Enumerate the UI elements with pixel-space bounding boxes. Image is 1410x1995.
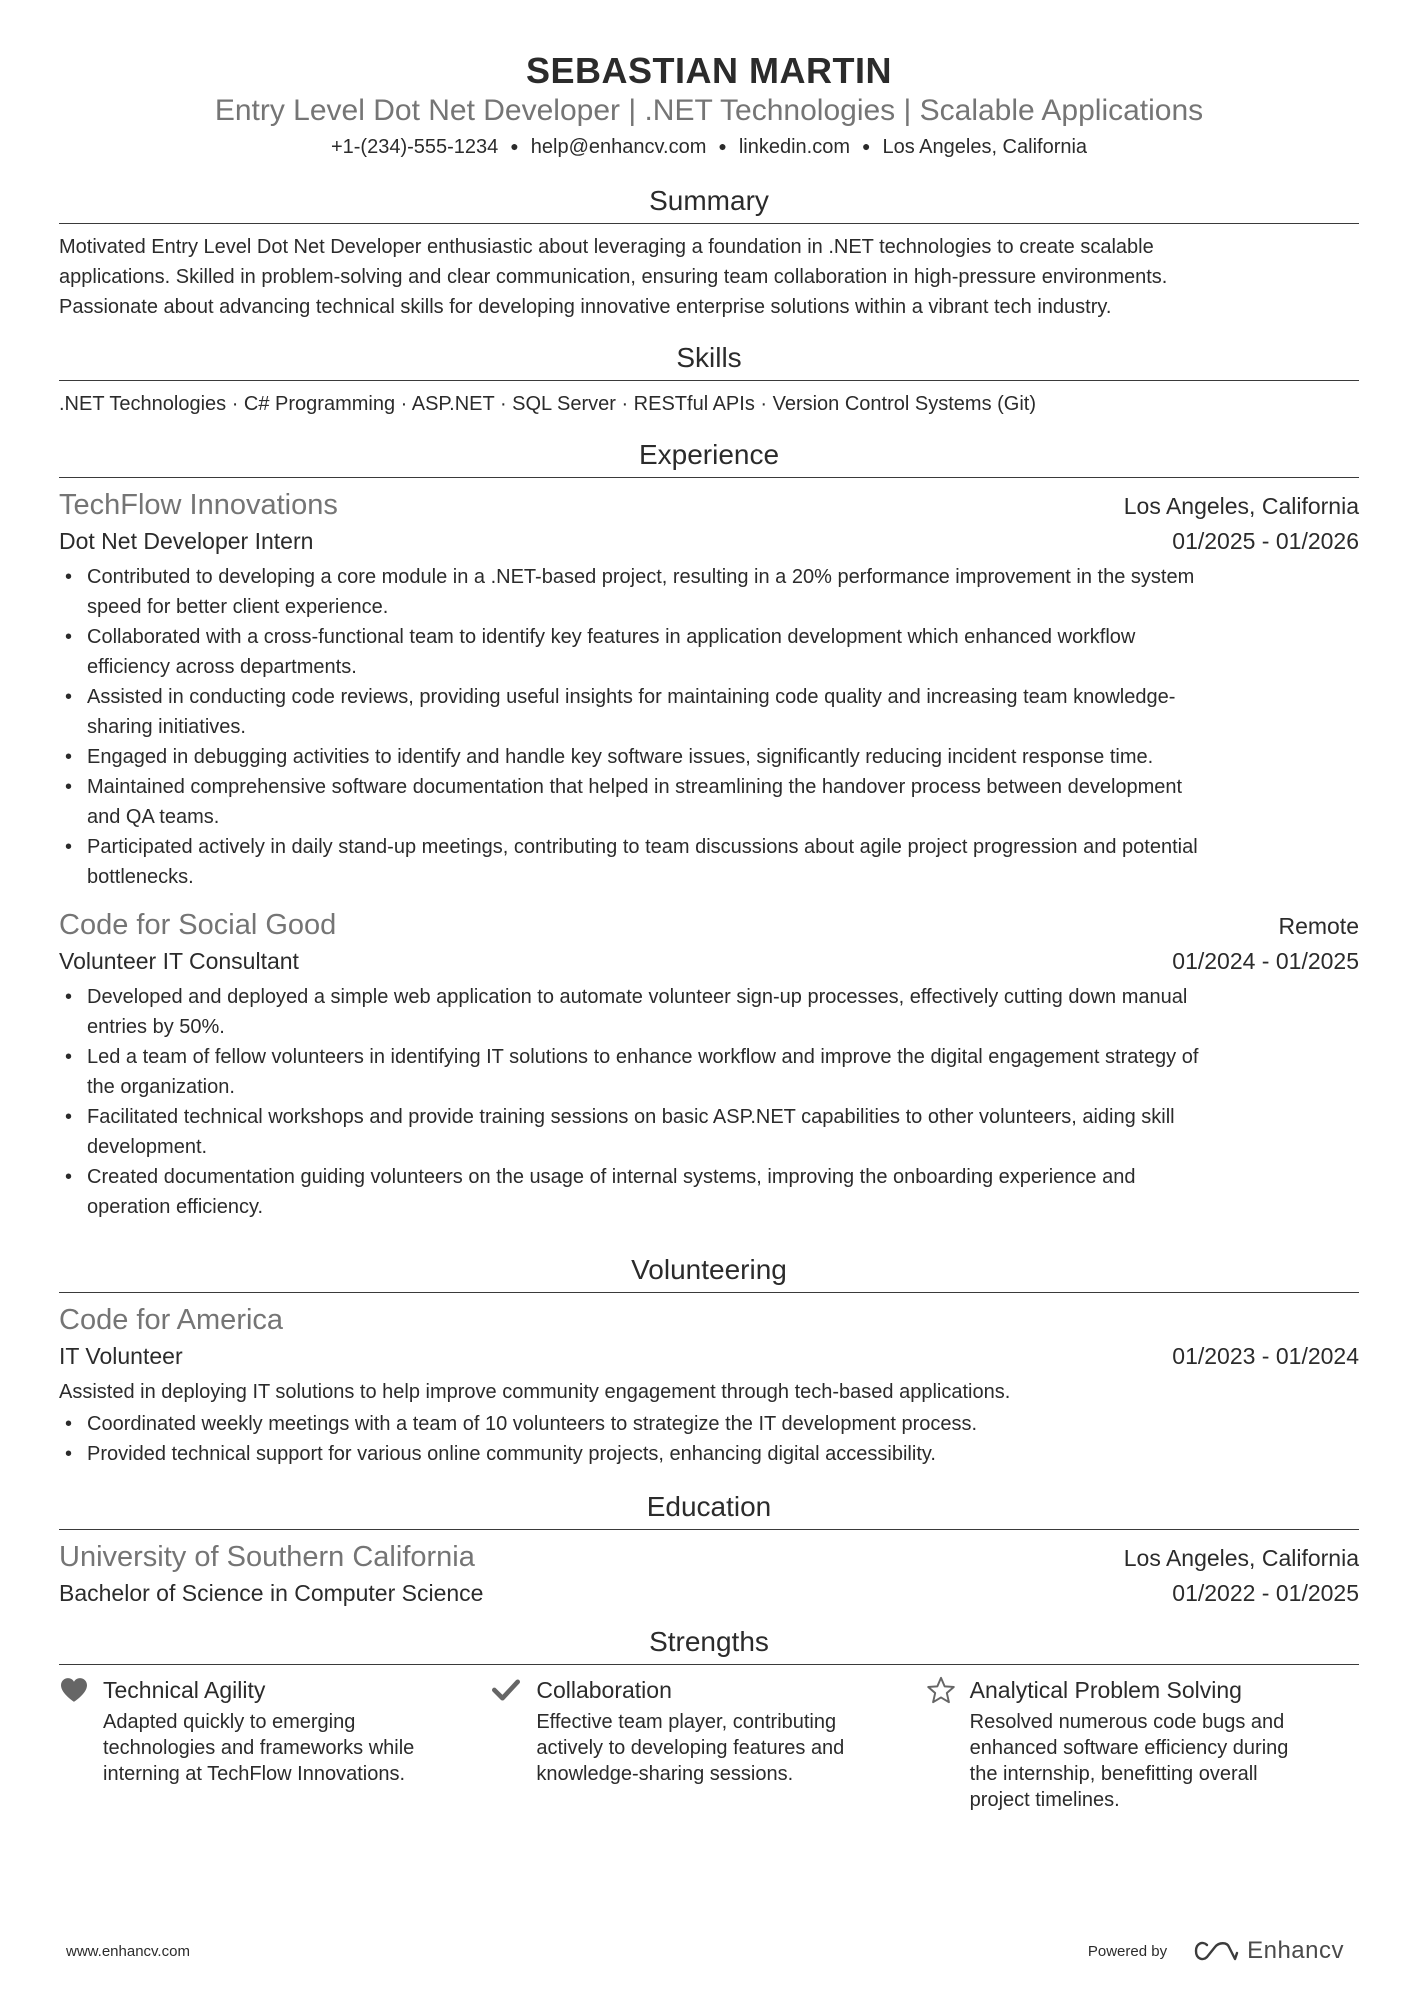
volunteering-entry xyxy=(59,1301,1359,1469)
experience-entry xyxy=(59,906,1359,1222)
bullet-line: • Contributed to developing a core module in a .NET-based project, resulting in a 20% performance improvement in the system xyxy=(87,566,1195,588)
bullet-line: • Maintained comprehensive software documentation that helped in streamlining the handover process between development xyxy=(87,776,1183,798)
experience-section xyxy=(59,437,1359,1222)
bullet-list xyxy=(59,1409,1359,1469)
strength-desc-line: project timelines. xyxy=(969,1789,1120,1811)
strength-description xyxy=(970,1709,1350,1813)
organization-name: Code for America xyxy=(59,1304,284,1336)
page-footer xyxy=(66,1936,1344,1966)
strength-title: Collaboration xyxy=(536,1677,672,1703)
experience-heading: Experience xyxy=(59,437,1359,478)
volunteering-section xyxy=(59,1252,1359,1469)
job-role: Dot Net Developer Intern xyxy=(59,528,314,554)
summary-line: Motivated Entry Level Dot Net Developer enthusiastic about leveraging a foundation in .NET technologies to create scalable xyxy=(59,236,1154,258)
company-name: Code for Social Good xyxy=(59,909,337,941)
entry-role-row xyxy=(59,524,1359,558)
strength-desc-line: technologies and frameworks while xyxy=(103,1737,415,1759)
bullet-item xyxy=(59,1162,1359,1222)
volunteering-description: Assisted in deploying IT solutions to help improve community engagement through tech-based applications. xyxy=(59,1381,1011,1403)
strength-description xyxy=(536,1709,916,1787)
education-heading: Education xyxy=(59,1489,1359,1530)
enhancv-logo-icon xyxy=(1193,1939,1239,1963)
entry-location: Los Angeles, California xyxy=(1123,493,1359,519)
bullet-line: efficiency across departments. xyxy=(87,656,357,678)
strength-icon-wrap xyxy=(492,1675,536,1705)
bullet-line: • Created documentation guiding volunteers on the usage of internal systems, improving the onboarding experience and xyxy=(87,1166,1136,1188)
volunteer-role: IT Volunteer xyxy=(59,1343,183,1369)
entry-location: Los Angeles, California xyxy=(1123,1545,1359,1571)
bullet-line: development. xyxy=(87,1136,208,1158)
bullet-list xyxy=(59,982,1359,1222)
volunteering-heading: Volunteering xyxy=(59,1252,1359,1293)
bullet-line: and QA teams. xyxy=(87,806,220,828)
candidate-name: SEBASTIAN MARTIN xyxy=(526,50,892,91)
entry-dates: 01/2024 - 01/2025 xyxy=(1172,948,1359,974)
bullet-item xyxy=(59,982,1359,1042)
bullet-item xyxy=(59,622,1359,682)
bullet-line: the organization. xyxy=(87,1076,235,1098)
resume-page xyxy=(59,0,1359,1813)
bullet-line: speed for better client experience. xyxy=(87,596,389,618)
brand-name[interactable]: Enhancv xyxy=(1247,1937,1344,1964)
location: Los Angeles, California xyxy=(882,136,1088,158)
bullet-item: • Coordinated weekly meetings with a team of 10 volunteers to strategize the IT development process. xyxy=(59,1409,1359,1439)
email-link[interactable]: help@enhancv.com xyxy=(530,136,707,158)
strength-desc-line: interning at TechFlow Innovations. xyxy=(103,1763,406,1785)
bullet-line: sharing initiatives. xyxy=(87,716,246,738)
bullet-line: • Assisted in conducting code reviews, providing useful insights for maintaining code quality and increasing team knowledge- xyxy=(87,686,1176,708)
separator-dot: ● xyxy=(718,138,727,154)
powered-by-label: Powered by xyxy=(1087,1942,1168,1960)
school-name: University of Southern California xyxy=(59,1541,475,1573)
linkedin-link[interactable]: linkedin.com xyxy=(738,136,850,158)
entry-header-row xyxy=(59,906,1359,944)
bullet-item: • Provided technical support for various online community projects, enhancing digital accessibility. xyxy=(59,1439,1359,1469)
strength-icon-wrap xyxy=(926,1675,970,1705)
strength-title: Analytical Problem Solving xyxy=(969,1677,1242,1703)
summary-line: applications. Skilled in problem-solving and clear communication, ensuring team collaboration in high-pressure environments. xyxy=(59,266,1168,288)
education-entry xyxy=(59,1538,1359,1610)
strengths-section xyxy=(59,1624,1359,1813)
strength-desc-line: actively to developing features and xyxy=(536,1737,845,1759)
strength-icon-wrap xyxy=(59,1675,103,1705)
bullet-line: • Developed and deployed a simple web application to automate volunteer sign-up processes, effectively cutting down manual xyxy=(87,986,1188,1008)
strength-body xyxy=(103,1675,483,1813)
bullet-line: entries by 50%. xyxy=(87,1016,225,1038)
bullet-item xyxy=(59,742,1359,772)
entry-role-row xyxy=(59,944,1359,978)
footer-site-link[interactable]: www.enhancv.com xyxy=(66,1942,190,1960)
phone: +1-(234)-555-1234 xyxy=(330,136,499,158)
separator-dot: ● xyxy=(510,138,519,154)
entry-dates: 01/2023 - 01/2024 xyxy=(1172,1343,1359,1369)
strength-desc-line: enhanced software efficiency during xyxy=(969,1737,1289,1759)
bullet-item xyxy=(59,1102,1359,1162)
company-name: TechFlow Innovations xyxy=(59,489,338,521)
bullet-line: • Participated actively in daily stand-up meetings, contributing to team discussions about agile project progression and potential xyxy=(87,836,1198,858)
entry-role-row xyxy=(59,1339,1359,1373)
experience-entry xyxy=(59,486,1359,892)
strength-item xyxy=(492,1675,925,1813)
separator-dot: ● xyxy=(862,138,871,154)
skills-heading: Skills xyxy=(59,340,1359,381)
bullet-item xyxy=(59,832,1359,892)
bullet-item xyxy=(59,562,1359,622)
strength-desc-line: the internship, benefitting overall xyxy=(969,1763,1258,1785)
skills-section xyxy=(59,340,1359,419)
bullet-item xyxy=(59,772,1359,832)
strength-desc-line: knowledge-sharing sessions. xyxy=(536,1763,794,1785)
bullet-line: bottlenecks. xyxy=(87,866,194,888)
strength-item xyxy=(926,1675,1359,1813)
summary-line: Passionate about advancing technical skills for developing innovative enterprise solutions within a vibrant tech industry. xyxy=(59,296,1112,318)
powered-by xyxy=(1088,1937,1344,1965)
summary-text xyxy=(59,232,1359,322)
star-icon xyxy=(926,1676,956,1704)
entry-header-row xyxy=(59,1301,1359,1339)
bullet-item xyxy=(59,682,1359,742)
strength-desc-line: Resolved numerous code bugs and xyxy=(969,1711,1285,1733)
entry-location: Remote xyxy=(1278,913,1359,939)
entry-header-row xyxy=(59,486,1359,524)
entry-role-row xyxy=(59,1576,1359,1610)
degree: Bachelor of Science in Computer Science xyxy=(59,1580,484,1606)
strength-body xyxy=(970,1675,1350,1813)
summary-heading: Summary xyxy=(59,183,1359,224)
entry-dates: 01/2022 - 01/2025 xyxy=(1172,1580,1359,1606)
strength-body xyxy=(536,1675,916,1813)
check-icon xyxy=(492,1678,520,1702)
summary-section xyxy=(59,183,1359,322)
strengths-grid xyxy=(59,1675,1359,1813)
strength-desc-line: Effective team player, contributing xyxy=(536,1711,837,1733)
strength-desc-line: Adapted quickly to emerging xyxy=(103,1711,356,1733)
strength-item xyxy=(59,1675,492,1813)
bullet-line: operation efficiency. xyxy=(87,1196,264,1218)
skills-list: .NET Technologies · C# Programming · ASP.NET · SQL Server · RESTful APIs · Version Control Systems (Git) xyxy=(59,393,1037,415)
strength-description xyxy=(103,1709,483,1787)
job-role: Volunteer IT Consultant xyxy=(59,948,299,974)
strength-title: Technical Agility xyxy=(103,1677,266,1703)
entry-header-row xyxy=(59,1538,1359,1576)
bullet-line: • Facilitated technical workshops and provide training sessions on basic ASP.NET capabilities to other volunteers, aiding skill xyxy=(87,1106,1175,1128)
bullet-line: • Collaborated with a cross-functional team to identify key features in application development which enhanced workflow xyxy=(87,626,1136,648)
bullet-list xyxy=(59,562,1359,892)
bullet-line: • Engaged in debugging activities to identify and handle key software issues, significantly reducing incident response time. xyxy=(87,746,1154,768)
resume-header xyxy=(59,0,1359,161)
candidate-title: Entry Level Dot Net Developer | .NET Technologies | Scalable Applications xyxy=(214,94,1204,127)
heart-icon xyxy=(59,1677,89,1703)
strengths-heading: Strengths xyxy=(59,1624,1359,1665)
bullet-line: • Led a team of fellow volunteers in identifying IT solutions to enhance workflow and improve the digital engagement strategy of xyxy=(87,1046,1199,1068)
entry-dates: 01/2025 - 01/2026 xyxy=(1172,528,1359,554)
bullet-item xyxy=(59,1042,1359,1102)
contact-line xyxy=(59,132,1359,161)
education-section xyxy=(59,1489,1359,1610)
